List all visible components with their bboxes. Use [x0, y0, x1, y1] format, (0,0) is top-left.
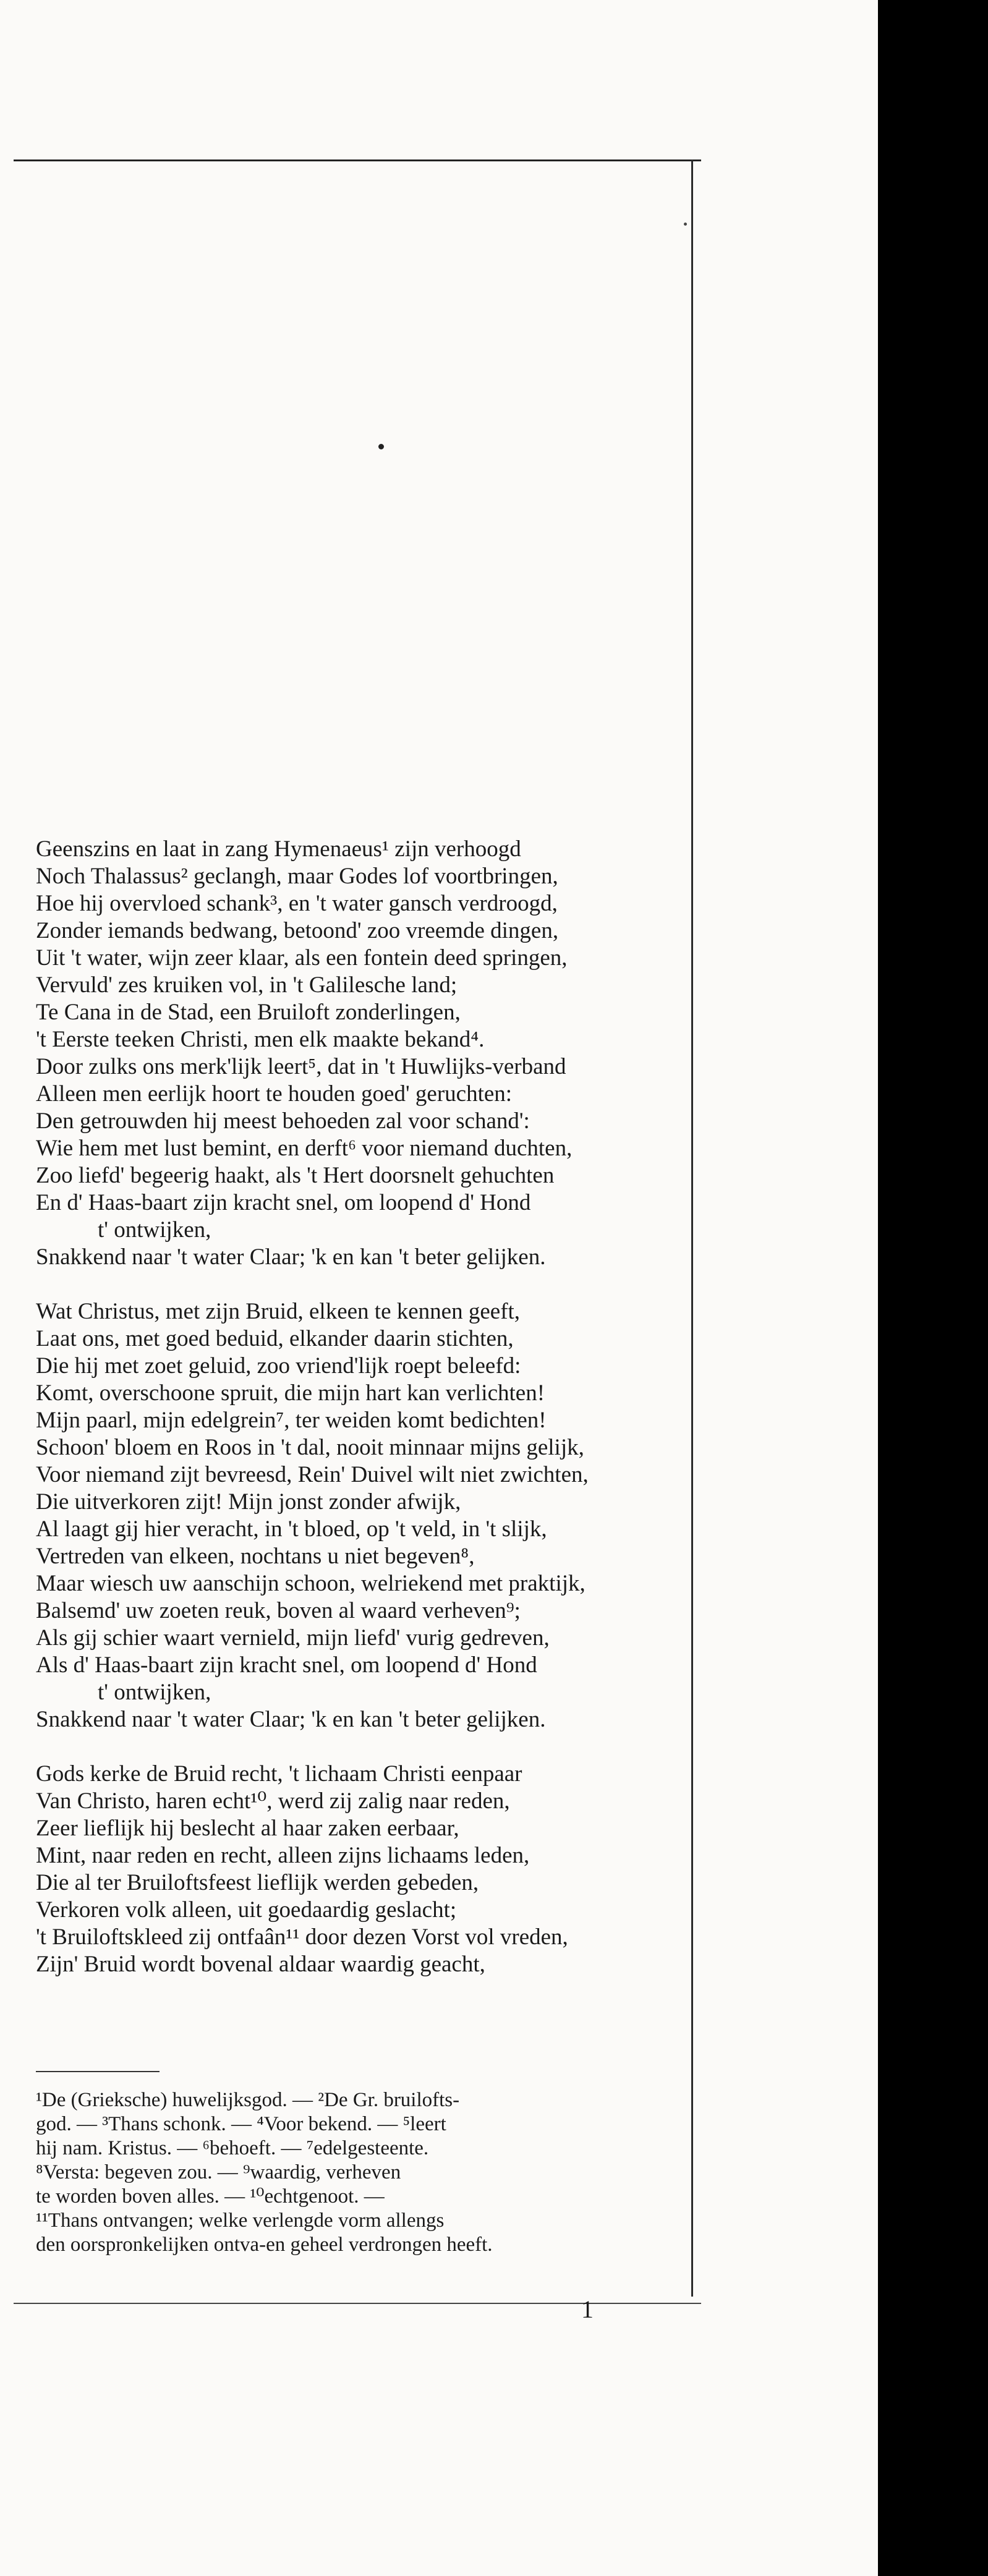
stanza-1 [36, 836, 679, 1271]
poem-line: Vertreden van elkeen, nochtans u niet begeven⁸, [36, 1544, 475, 1569]
footnote-line: te worden boven alles. — ¹⁰echtgenoot. — [36, 2185, 385, 2208]
footnote-line: den oorspronkelijken ontva-en geheel verdrongen heeft. [36, 2234, 493, 2256]
poem-line: Door zulks ons merk'lijk leert⁵, dat in 't Huwlijks-verband [36, 1054, 566, 1079]
poem-line: Verkoren volk alleen, uit goedaardig geslacht; [36, 1897, 457, 1923]
poem-line: Die hij met zoet geluid, zoo vriend'lijk roept beleefd: [36, 1353, 521, 1379]
top-rule [14, 159, 701, 161]
poem-line: Van Christo, haren echt¹⁰, werd zij zalig naar reden, [36, 1788, 510, 1814]
poem-line: Snakkend naar 't water Claar; 'k en kan 't beter gelijken. [36, 1244, 546, 1270]
footnote-rule [36, 2071, 160, 2072]
poem-line: t' ontwijken, [98, 1217, 211, 1243]
poem-line: Balsemd' uw zoeten reuk, boven al waard verheven⁹; [36, 1598, 521, 1623]
footnote-line: ¹De (Grieksche) huwelijksgod. — ²De Gr. bruilofts- [36, 2089, 460, 2111]
poem-line: Geenszins en laat in zang Hymenaeus¹ zijn verhoogd [36, 836, 521, 862]
stanza-3 [36, 1761, 679, 1978]
poem-line: Mijn paarl, mijn edelgrein⁷, ter weiden komt bedichten! [36, 1408, 547, 1433]
footnote-line: ¹¹Thans ontvangen; welke verlengde vorm allengs [36, 2209, 445, 2232]
poem-line: Te Cana in de Stad, een Bruiloft zonderlingen, [36, 1000, 461, 1025]
poem-line: 't Eerste teeken Christi, men elk maakte bekand⁴. [36, 1027, 485, 1052]
poem-line: Zonder iemands bedwang, betoond' zoo vreemde dingen, [36, 918, 559, 943]
ink-speck [684, 223, 687, 226]
bottom-rule [14, 2303, 701, 2304]
poem-line: Hoe hij overvloed schank³, en 't water gansch verdroogd, [36, 891, 558, 916]
footnote-line: ⁸Versta: begeven zou. — ⁹waardig, verheven [36, 2161, 401, 2183]
scan-edge-band [878, 0, 988, 2576]
poem-line: Den getrouwden hij meest behoeden zal voor schand': [36, 1108, 530, 1134]
poem-line: Al laagt gij hier veracht, in 't bloed, op 't veld, in 't slijk, [36, 1516, 547, 1542]
poem-line: Laat ons, met goed beduid, elkander daarin stichten, [36, 1326, 514, 1351]
page-number: 1 [581, 2295, 594, 2323]
ink-speck [378, 444, 384, 449]
poem-line: Als gij schier waart vernield, mijn liefd' vurig gedreven, [36, 1625, 550, 1651]
poem-line: Wie hem met lust bemint, en derft⁶ voor niemand duchten, [36, 1136, 573, 1161]
poem-line: Noch Thalassus² geclangh, maar Godes lof voortbringen, [36, 864, 558, 889]
poem-line: Alleen men eerlijk hoort te houden goed' geruchten: [36, 1081, 513, 1107]
poem-line: Uit 't water, wijn zeer klaar, als een fontein deed springen, [36, 945, 568, 971]
poem-line: Als d' Haas-baart zijn kracht snel, om loopend d' Hond [36, 1652, 537, 1678]
poem-line: En d' Haas-baart zijn kracht snel, om loopend d' Hond [36, 1190, 531, 1215]
right-frame-line [691, 159, 693, 2297]
poem-line: Voor niemand zijt bevreesd, Rein' Duivel wilt niet zwichten, [36, 1462, 589, 1487]
poem-line: Die uitverkoren zijt! Mijn jonst zonder afwijk, [36, 1489, 461, 1515]
poem-line: t' ontwijken, [98, 1680, 211, 1705]
poem-line: Maar wiesch uw aanschijn schoon, welriekend met praktijk, [36, 1571, 586, 1596]
poem-line: Mint, naar reden en recht, alleen zijns lichaams leden, [36, 1843, 530, 1868]
footnotes [36, 2088, 685, 2257]
poem-line: Zeer lieflijk hij beslecht al haar zaken eerbaar, [36, 1816, 459, 1841]
poem-line: Schoon' bloem en Roos in 't dal, nooit minnaar mijns gelijk, [36, 1435, 584, 1460]
poem-line: Zijn' Bruid wordt bovenal aldaar waardig geacht, [36, 1952, 485, 1977]
poem-text [36, 836, 679, 1978]
stanza-2 [36, 1298, 679, 1733]
footnote-line: hij nam. Kristus. — ⁶behoeft. — ⁷edelgesteente. [36, 2137, 429, 2159]
poem-line: Komt, overschoone spruit, die mijn hart kan verlichten! [36, 1380, 545, 1406]
poem-line: Zoo liefd' begeerig haakt, als 't Hert doorsnelt gehuchten [36, 1163, 555, 1188]
poem-line: Snakkend naar 't water Claar; 'k en kan 't beter gelijken. [36, 1707, 546, 1732]
footnote-line: god. — ³Thans schonk. — ⁴Voor bekend. — ⁵leert [36, 2113, 446, 2135]
poem-line: 't Bruiloftskleed zij ontfaân¹¹ door dezen Vorst vol vreden, [36, 1924, 568, 1950]
poem-line: Vervuld' zes kruiken vol, in 't Galilesche land; [36, 972, 458, 998]
poem-line: Gods kerke de Bruid recht, 't lichaam Christi eenpaar [36, 1761, 522, 1787]
poem-line: Die al ter Bruiloftsfeest lieflijk werden gebeden, [36, 1870, 479, 1895]
poem-line: Wat Christus, met zijn Bruid, elkeen te kennen geeft, [36, 1299, 521, 1324]
